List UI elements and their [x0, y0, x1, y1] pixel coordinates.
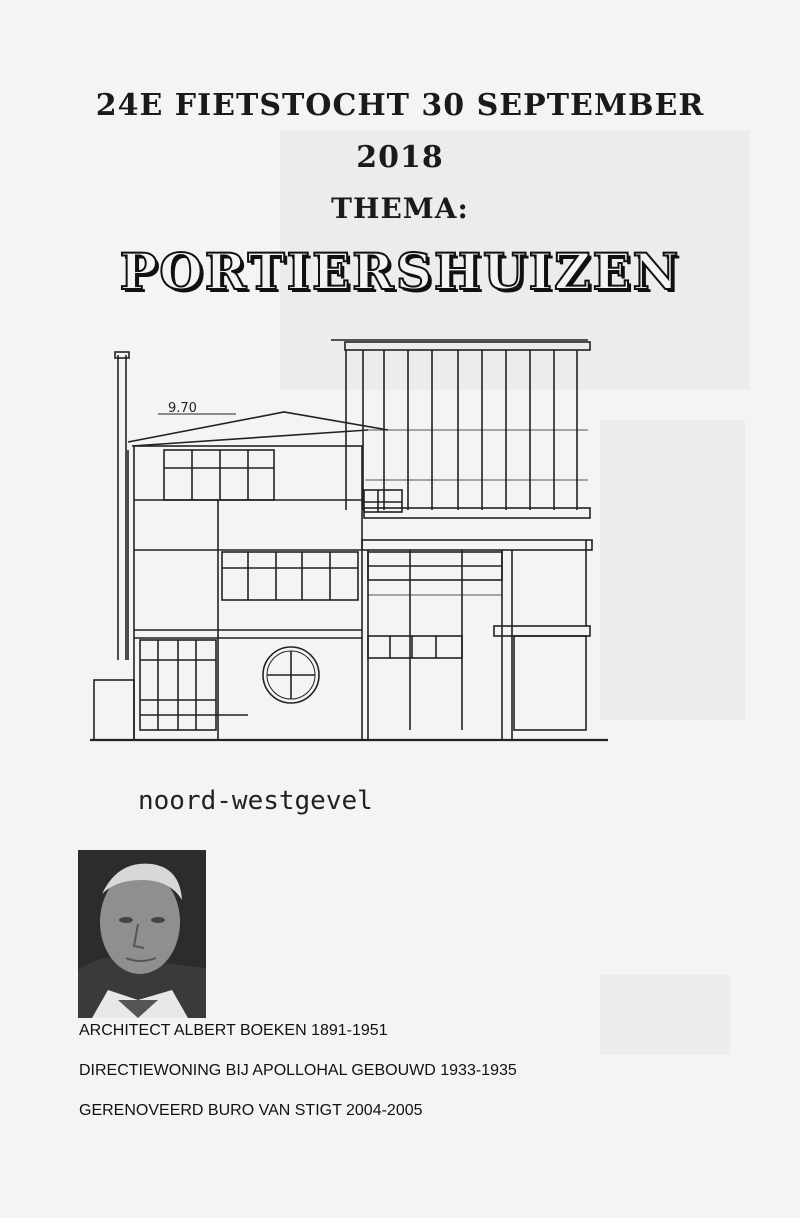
architect-info: ARCHITECT ALBERT BOEKEN 1891-1951	[79, 1022, 388, 1039]
renovation-info: GERENOVEERD BURO VAN STIGT 2004-2005	[79, 1102, 423, 1119]
show-through-block	[600, 420, 745, 720]
drawing-caption: noord-westgevel	[138, 786, 373, 816]
title-year: 2018	[356, 140, 444, 175]
building-info: DIRECTIEWONING BIJ APOLLOHAL GEBOUWD 1933-1935	[79, 1062, 517, 1079]
elevation-mark: 9.70	[168, 401, 197, 416]
show-through-block	[600, 975, 730, 1055]
architectural-elevation-drawing	[88, 330, 608, 750]
portrait-figure	[78, 850, 206, 1018]
title-thema-label: THEMA:	[331, 192, 469, 225]
theme-title: PORTIERSHUIZEN	[119, 242, 681, 301]
architect-portrait-photo	[78, 850, 206, 1018]
title-line-1: 24E FIETSTOCHT 30 SEPTEMBER	[95, 88, 705, 123]
